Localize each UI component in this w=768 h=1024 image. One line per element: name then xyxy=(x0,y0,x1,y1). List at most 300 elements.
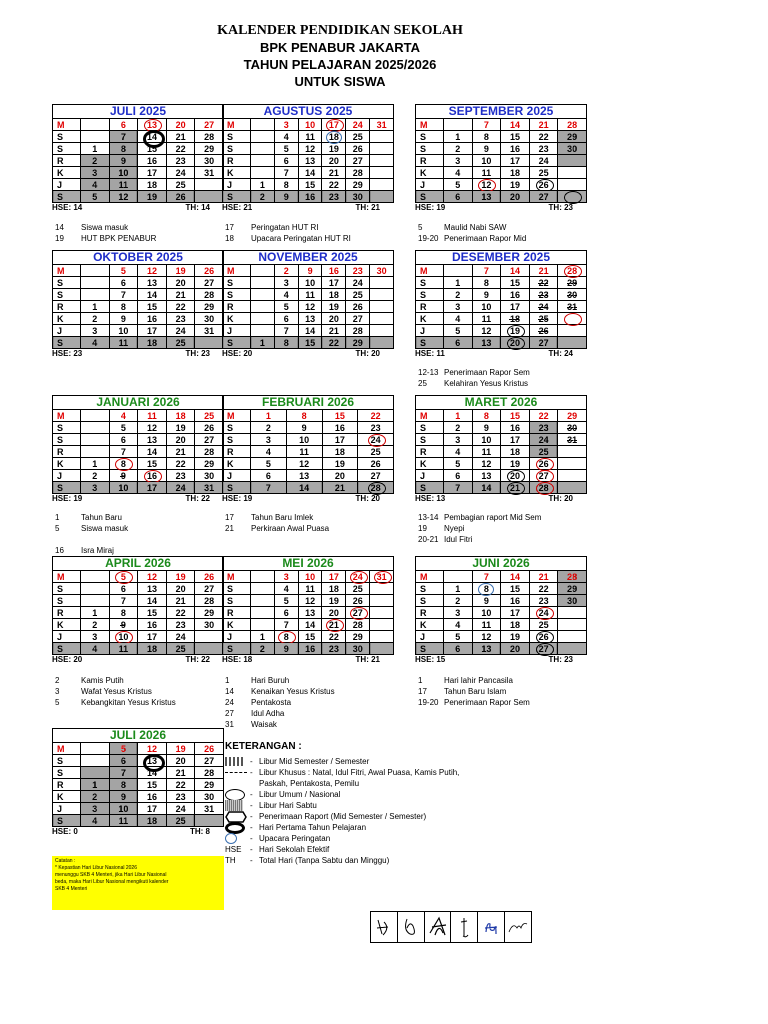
date-cell xyxy=(370,619,394,631)
date-cell xyxy=(558,631,587,643)
date-cell xyxy=(195,337,224,349)
date-cell: 7 xyxy=(109,289,138,301)
date-cell: 8 xyxy=(286,410,322,422)
day-label: S xyxy=(53,191,81,203)
note-date: 19-20 xyxy=(418,234,439,243)
day-label: R xyxy=(223,446,251,458)
date-cell: 21 xyxy=(166,131,195,143)
date-cell xyxy=(251,313,275,325)
date-cell: 26 xyxy=(529,325,558,337)
note-item xyxy=(55,534,245,545)
date-cell xyxy=(195,179,224,191)
date-cell xyxy=(444,571,473,583)
date-cell xyxy=(251,301,275,313)
note-text: Siswa masuk xyxy=(81,223,129,232)
date-cell: 7 xyxy=(472,265,501,277)
th-count xyxy=(190,827,210,837)
note-date: 14 xyxy=(225,687,234,696)
th-count xyxy=(356,203,380,213)
date-cell: 31 xyxy=(558,301,587,313)
day-label: K xyxy=(223,313,251,325)
note-item xyxy=(225,233,415,244)
date-cell xyxy=(195,191,224,203)
date-cell xyxy=(558,607,587,619)
date-cell: 11 xyxy=(109,815,138,827)
date-cell: 7 xyxy=(109,131,138,143)
day-label: J xyxy=(53,470,81,482)
month-title: AGUSTUS 2025 xyxy=(222,104,394,118)
month-title: OKTOBER 2025 xyxy=(52,250,224,264)
blue-circle-icon xyxy=(225,833,237,844)
date-cell: 17 xyxy=(501,434,530,446)
date-cell xyxy=(558,619,587,631)
note-item xyxy=(418,378,608,389)
date-cell xyxy=(81,595,110,607)
date-cell: 21 xyxy=(322,482,358,494)
th-value: 23 xyxy=(201,349,210,358)
month-notes xyxy=(418,512,608,545)
th-label: TH: xyxy=(189,827,204,836)
date-cell: 26 xyxy=(195,265,224,277)
date-cell: 8 xyxy=(274,631,298,643)
note-item xyxy=(225,523,415,534)
date-cell: 12 xyxy=(138,265,167,277)
th-value: 14 xyxy=(201,203,210,212)
date-cell: 29 xyxy=(558,131,587,143)
hse-value: 0 xyxy=(73,827,78,836)
date-cell: 25 xyxy=(529,313,558,325)
date-cell: 23 xyxy=(529,595,558,607)
th-count xyxy=(549,349,573,359)
date-cell: 17 xyxy=(138,631,167,643)
date-cell: 18 xyxy=(501,446,530,458)
date-cell: 28 xyxy=(346,619,370,631)
day-label: K xyxy=(223,458,251,470)
note-date: 13-14 xyxy=(418,513,439,522)
month-title: JUNI 2026 xyxy=(415,556,587,570)
date-cell xyxy=(370,179,394,191)
day-label: K xyxy=(53,791,81,803)
date-cell: 25 xyxy=(346,131,370,143)
hse-label: HSE: xyxy=(222,349,242,358)
month-title: FEBRUARI 2026 xyxy=(222,395,394,409)
th-count xyxy=(186,203,210,213)
note-date: 20-21 xyxy=(418,535,439,544)
day-label: R xyxy=(223,155,251,167)
date-cell: 16 xyxy=(138,313,167,325)
date-cell xyxy=(81,277,110,289)
date-cell: 10 xyxy=(286,434,322,446)
date-cell: 18 xyxy=(322,289,346,301)
saturday-icon xyxy=(225,800,243,811)
date-cell: 13 xyxy=(472,470,501,482)
note-text: Idul Fitri xyxy=(444,535,473,544)
note-date: 17 xyxy=(225,513,234,522)
date-cell: 10 xyxy=(109,803,138,815)
day-label: S xyxy=(53,755,81,767)
note-item xyxy=(225,708,415,719)
date-cell: 16 xyxy=(138,155,167,167)
day-label: J xyxy=(416,179,444,191)
date-cell: 19 xyxy=(138,191,167,203)
date-cell: 28 xyxy=(346,167,370,179)
date-cell xyxy=(558,191,587,203)
date-cell xyxy=(251,277,275,289)
hse-label: HSE: xyxy=(415,494,435,503)
date-cell: 9 xyxy=(298,265,322,277)
day-label: M xyxy=(223,265,251,277)
date-cell: 13 xyxy=(298,313,322,325)
date-cell: 4 xyxy=(81,179,110,191)
date-cell: 13 xyxy=(138,119,167,131)
day-label: K xyxy=(53,313,81,325)
date-cell: 18 xyxy=(501,313,530,325)
hse-value: 20 xyxy=(243,349,253,358)
day-label: M xyxy=(53,743,81,755)
month-footer xyxy=(52,827,224,837)
legend-dash: - xyxy=(250,856,253,865)
th-label: TH: xyxy=(185,494,199,503)
date-cell: 5 xyxy=(81,191,110,203)
date-cell: 22 xyxy=(322,337,346,349)
date-cell xyxy=(558,167,587,179)
stripes-icon xyxy=(225,757,245,766)
date-cell xyxy=(370,143,394,155)
day-label: K xyxy=(416,313,444,325)
date-cell: 14 xyxy=(472,482,501,494)
date-cell: 2 xyxy=(444,422,473,434)
month-title: SEPTEMBER 2025 xyxy=(415,104,587,118)
note-text: Tahun Baru xyxy=(81,513,122,522)
month-footer xyxy=(222,494,394,504)
th-value: 21 xyxy=(371,655,380,664)
date-cell: 7 xyxy=(444,482,473,494)
hse-value: 14 xyxy=(73,203,83,212)
date-cell: 11 xyxy=(472,313,501,325)
date-cell: 20 xyxy=(166,583,195,595)
month-notes xyxy=(225,675,415,730)
day-label: R xyxy=(416,446,444,458)
date-cell: 12 xyxy=(138,571,167,583)
note-item xyxy=(55,233,245,244)
date-cell xyxy=(251,619,275,631)
day-label: J xyxy=(53,631,81,643)
date-cell: 6 xyxy=(444,337,473,349)
hse-label: HSE: xyxy=(415,203,435,212)
date-cell xyxy=(558,643,587,655)
date-cell: 28 xyxy=(195,446,224,458)
date-cell: 22 xyxy=(166,779,195,791)
date-cell: 25 xyxy=(529,167,558,179)
date-cell: 17 xyxy=(501,155,530,167)
date-cell: 3 xyxy=(444,434,473,446)
legend-item xyxy=(225,855,525,866)
date-cell: 10 xyxy=(109,325,138,337)
date-cell: 18 xyxy=(138,643,167,655)
date-cell: 6 xyxy=(274,313,298,325)
date-cell: 5 xyxy=(109,422,138,434)
date-cell: 8 xyxy=(109,779,138,791)
date-cell: 26 xyxy=(195,422,224,434)
day-label: S xyxy=(53,767,81,779)
date-cell: 10 xyxy=(298,571,322,583)
date-cell: 12 xyxy=(286,458,322,470)
note-item xyxy=(55,523,245,534)
date-cell: 28 xyxy=(195,767,224,779)
date-cell: 12 xyxy=(298,301,322,313)
date-cell: 12 xyxy=(472,179,501,191)
date-cell: 7 xyxy=(472,119,501,131)
date-cell: 9 xyxy=(109,470,138,482)
date-cell: 2 xyxy=(251,422,287,434)
date-cell xyxy=(370,301,394,313)
date-cell: 19 xyxy=(322,143,346,155)
legend-text: Libur Hari Sabtu xyxy=(259,801,317,810)
date-cell: 1 xyxy=(444,583,473,595)
th-value: 21 xyxy=(371,203,380,212)
date-cell: 23 xyxy=(358,422,394,434)
note-item xyxy=(418,534,608,545)
date-cell xyxy=(370,337,394,349)
day-label: M xyxy=(53,410,81,422)
day-label: S xyxy=(53,131,81,143)
date-cell: 29 xyxy=(558,583,587,595)
date-cell: 10 xyxy=(109,482,138,494)
date-cell: 18 xyxy=(166,410,195,422)
day-label: K xyxy=(53,167,81,179)
day-label: M xyxy=(53,119,81,131)
date-cell: 9 xyxy=(109,791,138,803)
date-cell: 18 xyxy=(138,179,167,191)
hse-value: 23 xyxy=(73,349,83,358)
date-cell: 6 xyxy=(444,191,473,203)
note-text: Perkiraan Awal Puasa xyxy=(251,524,330,533)
th-label: TH: xyxy=(185,349,199,358)
date-cell: 13 xyxy=(472,643,501,655)
date-cell: 22 xyxy=(166,607,195,619)
date-cell: 30 xyxy=(195,155,224,167)
date-cell: 4 xyxy=(274,131,298,143)
date-cell: 1 xyxy=(81,301,110,313)
day-label: M xyxy=(416,119,444,131)
title-line-4: UNTUK SISWA xyxy=(294,74,386,89)
date-cell: 24 xyxy=(166,803,195,815)
date-cell xyxy=(81,422,110,434)
date-cell: 10 xyxy=(298,119,322,131)
date-cell xyxy=(251,325,275,337)
note-date: 5 xyxy=(55,524,60,533)
date-cell: 25 xyxy=(166,643,195,655)
date-cell: 13 xyxy=(298,155,322,167)
date-cell: 25 xyxy=(166,179,195,191)
day-label: S xyxy=(416,289,444,301)
date-cell: 21 xyxy=(166,289,195,301)
month-notes xyxy=(225,222,415,244)
date-cell: 8 xyxy=(472,583,501,595)
th-count xyxy=(356,494,380,504)
date-cell xyxy=(81,446,110,458)
date-cell: 5 xyxy=(251,458,287,470)
date-cell: 12 xyxy=(109,191,138,203)
date-cell xyxy=(81,289,110,301)
day-label: R xyxy=(53,779,81,791)
note-text: Kelahiran Yesus Kristus xyxy=(444,379,529,388)
date-cell: 25 xyxy=(195,410,224,422)
day-label: S xyxy=(223,277,251,289)
signature-3 xyxy=(425,912,452,942)
date-cell: 6 xyxy=(109,755,138,767)
date-cell: 17 xyxy=(322,277,346,289)
date-cell: 30 xyxy=(346,191,370,203)
legend-item xyxy=(225,756,525,767)
day-label: S xyxy=(53,482,81,494)
date-cell: 24 xyxy=(346,571,370,583)
date-cell: 28 xyxy=(195,131,224,143)
date-cell: 18 xyxy=(322,583,346,595)
hse-value: 19 xyxy=(436,203,446,212)
date-cell: 1 xyxy=(81,779,110,791)
day-label: S xyxy=(416,337,444,349)
date-cell: 19 xyxy=(166,571,195,583)
legend-dash: - xyxy=(250,768,253,777)
date-cell: 14 xyxy=(138,595,167,607)
date-cell xyxy=(370,595,394,607)
date-cell: 26 xyxy=(166,191,195,203)
date-cell: 3 xyxy=(444,301,473,313)
date-cell: 28 xyxy=(346,325,370,337)
date-cell: 4 xyxy=(109,410,138,422)
date-cell xyxy=(370,167,394,179)
month-calendar xyxy=(222,104,394,213)
date-cell: 8 xyxy=(472,410,501,422)
date-cell: 3 xyxy=(81,803,110,815)
date-cell: 19 xyxy=(322,595,346,607)
date-cell: 23 xyxy=(529,289,558,301)
date-cell: 7 xyxy=(274,619,298,631)
legend-dash: - xyxy=(250,845,253,854)
date-cell: 12 xyxy=(298,595,322,607)
day-label: S xyxy=(416,583,444,595)
date-cell: 14 xyxy=(298,167,322,179)
legend-item xyxy=(225,800,525,811)
date-cell: 11 xyxy=(472,167,501,179)
th-value: 20 xyxy=(371,494,380,503)
month-calendar xyxy=(415,104,587,213)
date-cell: 14 xyxy=(298,325,322,337)
month-notes xyxy=(55,675,245,708)
date-cell: 18 xyxy=(501,619,530,631)
note-line-1: * Kepastian Hari Libur Nasional 2026 xyxy=(55,865,137,871)
date-cell: 14 xyxy=(286,482,322,494)
hse-label: HSE: xyxy=(52,494,72,503)
date-cell: 24 xyxy=(346,277,370,289)
date-cell: 27 xyxy=(358,470,394,482)
date-cell: 20 xyxy=(166,119,195,131)
note-item xyxy=(55,686,245,697)
date-cell: 5 xyxy=(444,458,473,470)
date-cell: 17 xyxy=(322,434,358,446)
note-date: 1 xyxy=(55,513,60,522)
legend-item xyxy=(225,778,525,789)
date-cell: 11 xyxy=(138,410,167,422)
date-cell: 1 xyxy=(251,337,275,349)
date-cell: 28 xyxy=(558,119,587,131)
date-cell: 30 xyxy=(195,470,224,482)
date-cell: 13 xyxy=(472,191,501,203)
date-cell: 23 xyxy=(322,643,346,655)
date-cell: 3 xyxy=(444,155,473,167)
date-cell xyxy=(558,470,587,482)
note-date: 17 xyxy=(418,687,427,696)
day-label: S xyxy=(223,191,251,203)
date-cell: 9 xyxy=(109,155,138,167)
date-cell xyxy=(195,643,224,655)
month-calendar xyxy=(415,556,587,665)
day-label: S xyxy=(53,434,81,446)
date-cell xyxy=(195,815,224,827)
note-line-2: menunggu SKB 4 Menteri, jika Hari Libur Nasional xyxy=(55,872,167,878)
date-cell: 7 xyxy=(251,482,287,494)
th-label: TH: xyxy=(355,655,369,664)
legend-text: Penerimaan Raport (Mid Semester / Semester) xyxy=(259,812,427,821)
day-label: S xyxy=(223,595,251,607)
date-cell: 24 xyxy=(346,119,370,131)
date-cell: 4 xyxy=(274,583,298,595)
note-item xyxy=(225,222,415,233)
date-cell: 8 xyxy=(109,458,138,470)
date-cell: 10 xyxy=(472,607,501,619)
day-label: J xyxy=(416,631,444,643)
date-cell: 6 xyxy=(109,119,138,131)
note-text: Kebangkitan Yesus Kristus xyxy=(81,698,176,707)
hse-label: HSE: xyxy=(415,349,435,358)
hse-value: 20 xyxy=(73,655,83,664)
date-cell: 6 xyxy=(109,277,138,289)
month-title: JULI 2025 xyxy=(52,104,224,118)
note-text: Kenaikan Yesus Kristus xyxy=(251,687,335,696)
day-label: J xyxy=(53,325,81,337)
date-cell: 11 xyxy=(472,446,501,458)
legend-item xyxy=(225,844,525,855)
note-item xyxy=(225,675,415,686)
date-cell: 11 xyxy=(109,643,138,655)
title-line-3: TAHUN PELAJARAN 2025/2026 xyxy=(243,57,437,72)
day-label: R xyxy=(223,607,251,619)
date-cell: 17 xyxy=(501,607,530,619)
day-label: S xyxy=(416,191,444,203)
date-cell: 11 xyxy=(472,619,501,631)
note-date: 1 xyxy=(418,676,423,685)
note-text: HUT BPK PENABUR xyxy=(81,234,157,243)
th-count xyxy=(549,655,573,665)
date-cell: 16 xyxy=(501,143,530,155)
day-label: R xyxy=(416,607,444,619)
note-date: 24 xyxy=(225,698,234,707)
date-cell: 14 xyxy=(138,767,167,779)
date-cell: 31 xyxy=(558,434,587,446)
note-text: Tahun Baru Islam xyxy=(444,687,507,696)
date-cell: 28 xyxy=(195,289,224,301)
hse-label: HSE: xyxy=(222,655,242,664)
hse-label: HSE: xyxy=(52,827,72,836)
date-cell: 2 xyxy=(444,595,473,607)
th-label: TH: xyxy=(355,494,369,503)
hse-label: HSE: xyxy=(52,203,72,212)
note-date: 5 xyxy=(55,698,60,707)
date-cell: 27 xyxy=(529,643,558,655)
month-calendar xyxy=(415,395,587,504)
date-cell: 26 xyxy=(358,458,394,470)
